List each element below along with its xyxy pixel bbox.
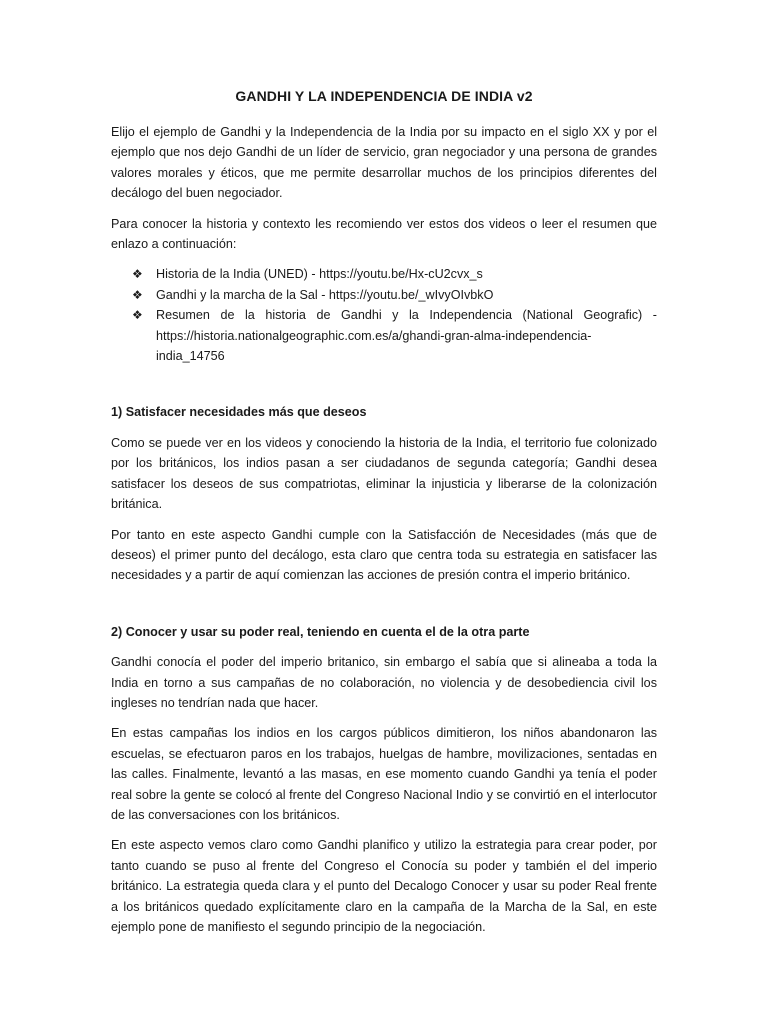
diamond-bullet-icon: ❖ — [132, 267, 143, 282]
diamond-bullet-icon: ❖ — [132, 308, 143, 323]
section-1-heading: 1) Satisfacer necesidades más que deseos — [111, 405, 367, 420]
section-1-paragraph-1: Como se puede ver en los videos y conociendo la historia de la India, el territorio fue colonizado por los británicos, los indios pasan a ser ciudadanos de segunda categoría; Gandhi desea satisfacer los deseos de sus compatriotas, eliminar la injusticia y liberarse de la colonización británica. — [111, 435, 657, 512]
section-2-paragraph-1: Gandhi conocía el poder del imperio britanico, sin embargo el sabía que si alineaba a toda la India en torno a sus campañas de no colaboración, no violencia y de desobediencia civil los ingleses no tendrían nada que hacer. — [111, 655, 657, 710]
document-title: GANDHI Y LA INDEPENDENCIA DE INDIA v2 — [235, 88, 533, 104]
intro-paragraph-2: Para conocer la historia y contexto les recomiendo ver estos dos videos o leer el resumen que enlazo a continuación: — [111, 216, 657, 252]
list-item-text[interactable]: Gandhi y la marcha de la Sal - https://youtu.be/_wIvyOIvbkO — [156, 287, 494, 302]
section-1-paragraph-2: Por tanto en este aspecto Gandhi cumple con la Satisfacción de Necesidades (más que de deseos) el primer punto del decálogo, esta claro que centra toda su estrategia en satisfacer las necesidades y a partir de aquí comienzan las acciones de presión contra el imperio británico. — [111, 527, 657, 583]
section-2-paragraph-2: En estas campañas los indios en los cargos públicos dimitieron, los niños abandonaron las escuelas, se efectuaron paros en los trabajos, huelgas de hambre, movilizaciones, sentadas en las calles. Finalmente, levantó a las masas, en ese momento cuando Gandhi ya tenía el poder real sobre la gente se colocó al frente del Congreso Nacional Indio y se convirtió en el interlocutor de las conversaciones con los británicos. — [111, 726, 657, 822]
section-2-heading: 2) Conocer y usar su poder real, teniendo en cuenta el de la otra parte — [111, 624, 530, 639]
list-item-text[interactable]: Resumen de la historia de Gandhi y la Independencia (National Geografic) - https://historia.nationalgeographic.com.es/a/ghandi-gran-alma-independencia-india_14756 — [156, 308, 657, 364]
list-item-historia-india — [132, 264, 657, 284]
list-item-marcha-sal — [132, 285, 657, 305]
diamond-bullet-icon: ❖ — [132, 287, 143, 302]
document-page — [111, 86, 657, 947]
intro-paragraph-1: Elijo el ejemplo de Gandhi y la Independencia de la India por su impacto en el siglo XX y por el ejemplo que nos dejo Gandhi de un líder de servicio, gran negociador y una persona de grandes valores morales y éticos, que me permite desarrollar muchos de los principios diferentes del decálogo del buen negociador. — [111, 125, 657, 201]
section-2-paragraph-3: En este aspecto vemos claro como Gandhi planifico y utilizo la estrategia para crear poder, por tanto cuando se puso al frente del Congreso el Conocía su poder y también el del imperio británico. La estrategia queda clara y el punto del Decalogo Conocer y usar su poder Real frente a los británicos quedado explícitamente claro en la campaña de la Marcha de la Sal, en este ejemplo pone de manifiesto el segundo principio de la negociación. — [111, 838, 657, 934]
video-links-list — [111, 264, 657, 366]
list-item-resumen-historia — [132, 305, 657, 366]
list-item-text[interactable]: Historia de la India (UNED) - https://youtu.be/Hx-cU2cvx_s — [156, 267, 483, 282]
